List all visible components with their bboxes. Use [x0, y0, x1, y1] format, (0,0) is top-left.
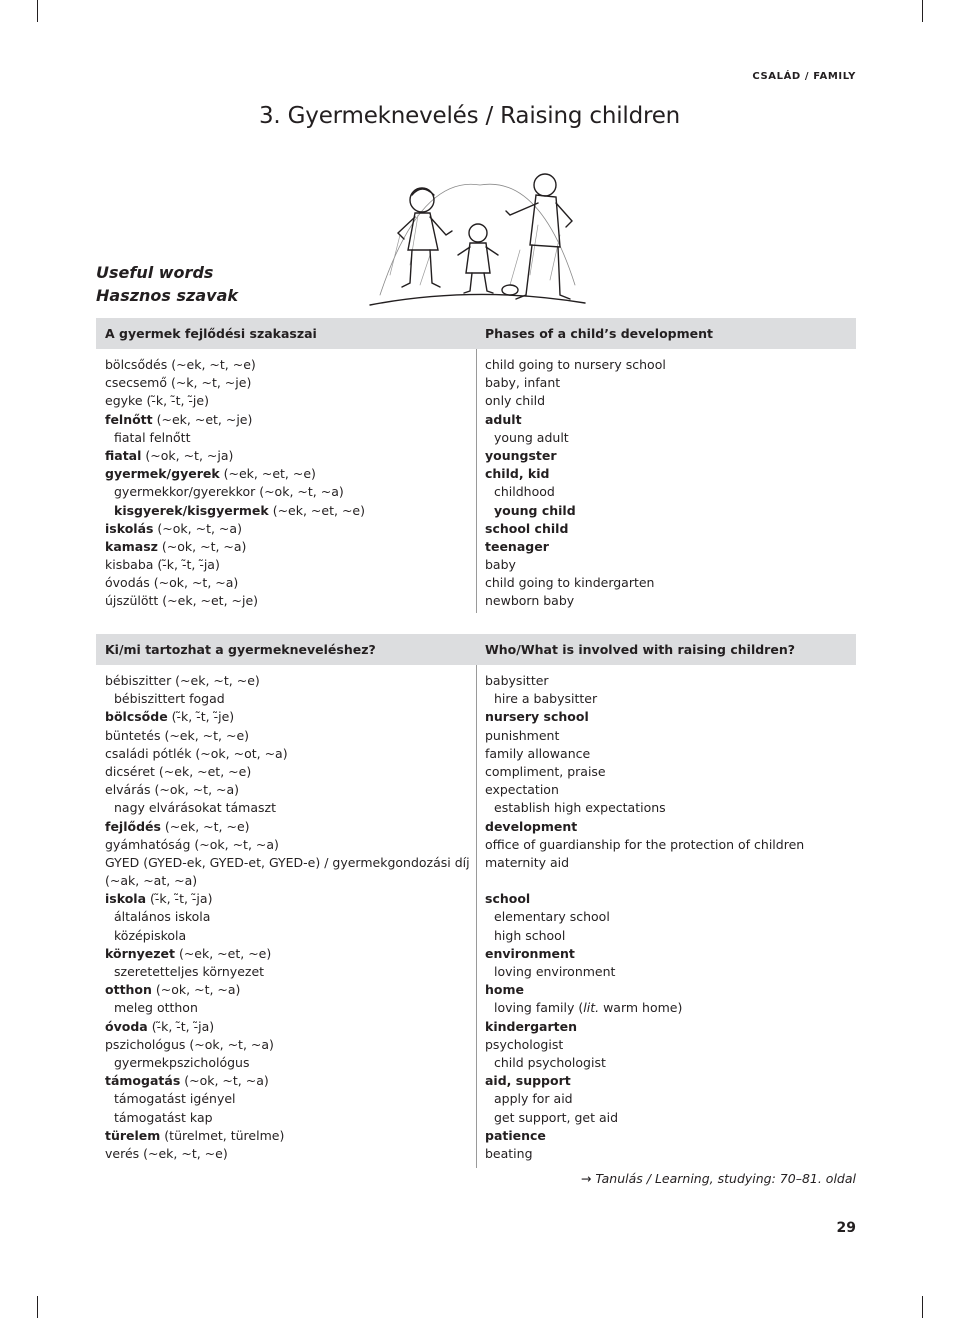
- english-entry: [485, 690, 804, 708]
- hungarian-entry: [105, 1127, 470, 1145]
- hungarian-entry: [105, 1090, 470, 1108]
- hungarian-entry: [105, 927, 470, 945]
- entry-text: meleg otthon: [114, 1000, 198, 1016]
- english-entry: [485, 1018, 804, 1036]
- english-entry: [485, 1109, 804, 1127]
- entry-italic: lit.: [583, 1000, 600, 1016]
- hungarian-entry: [105, 908, 470, 926]
- entry-text: child going to nursery school: [485, 357, 666, 372]
- section2-english-list: [485, 672, 804, 1163]
- entry-text: általános iskola: [114, 909, 211, 925]
- entry-text: young child: [494, 502, 576, 518]
- english-entry: [485, 429, 666, 447]
- crop-mark: [922, 1296, 923, 1318]
- hungarian-entry: [105, 818, 470, 836]
- entry-text: bébiszittert fogad: [114, 691, 225, 707]
- entry-text: kindergarten: [485, 1018, 577, 1034]
- english-entry: [485, 945, 804, 963]
- english-entry: [485, 727, 804, 745]
- english-entry: [485, 447, 666, 465]
- section1-english-list: [485, 356, 666, 611]
- headword: iskolás: [105, 520, 154, 536]
- english-entry: [485, 1054, 804, 1072]
- english-entry: [485, 1036, 804, 1054]
- hungarian-entry: [105, 872, 470, 890]
- family-illustration: [360, 155, 590, 315]
- english-entry: [485, 799, 804, 817]
- english-entry: [485, 763, 804, 781]
- entry-text: (~ok, ~t, ~a): [151, 982, 241, 998]
- headword: környezet: [105, 945, 175, 961]
- english-entry: [485, 981, 804, 999]
- cross-reference: → Tanulás / Learning, studying: 70–81. oldal: [580, 1171, 856, 1186]
- useful-words-en: Useful words: [96, 263, 214, 282]
- entry-text: newborn baby: [485, 593, 575, 609]
- entry-text: kisbaba (-̃k, -̃t, -̃ja): [105, 557, 220, 573]
- section1-right-heading: Phases of a child’s development: [485, 326, 713, 341]
- entry-text: dicséret (~ek, ~et, ~e): [105, 763, 252, 779]
- entry-text: development: [485, 818, 578, 834]
- headword: fiatal: [105, 447, 142, 463]
- headword: gyermek/gyerek: [105, 466, 220, 482]
- entry-text: elementary school: [494, 909, 610, 925]
- english-entry: [485, 1072, 804, 1090]
- hungarian-entry: [105, 727, 470, 745]
- useful-words-heading: [96, 261, 238, 307]
- headword: türelem: [105, 1127, 161, 1143]
- entry-text: (~ok, ~t, ~a): [153, 520, 242, 536]
- english-entry: [485, 999, 804, 1017]
- hungarian-entry: [105, 945, 470, 963]
- hungarian-entry: [105, 836, 470, 854]
- entry-text: get support, get aid: [494, 1109, 619, 1125]
- hungarian-entry: [105, 672, 470, 690]
- hungarian-entry: [105, 392, 365, 410]
- english-entry: [485, 818, 804, 836]
- entry-text: pszichológus (~ok, ~t, ~a): [105, 1036, 274, 1052]
- english-entry: [485, 502, 666, 520]
- headword: kamasz: [105, 538, 158, 554]
- entry-text: hire a babysitter: [494, 691, 598, 707]
- entry-text: középiskola: [114, 927, 187, 943]
- entry-text: büntetés (~ek, ~t, ~e): [105, 727, 250, 743]
- entry-text: óvodás (~ok, ~t, ~a): [105, 575, 239, 591]
- entry-text: (~ek, ~et, ~e): [268, 502, 365, 518]
- entry-text: loving environment: [494, 964, 616, 979]
- entry-text: warm home): [599, 1000, 683, 1016]
- section2-right-heading: Who/What is involved with raising children?: [485, 642, 795, 657]
- entry-text: child psychologist: [494, 1054, 606, 1070]
- entry-text: (~ek, ~et, ~je): [152, 411, 253, 427]
- hungarian-entry: [105, 1145, 470, 1163]
- entry-text: (~ek, ~et, ~e): [174, 945, 272, 961]
- english-entry: [485, 890, 804, 908]
- hungarian-entry: [105, 429, 365, 447]
- english-entry: [485, 1090, 804, 1108]
- entry-text: young adult: [494, 429, 569, 445]
- entry-text: támogatást igényel: [114, 1091, 236, 1107]
- hungarian-entry: [105, 999, 470, 1017]
- headword: óvoda: [105, 1018, 148, 1034]
- english-entry: [485, 356, 666, 374]
- headword: fejlődés: [105, 818, 161, 834]
- hungarian-entry: [105, 781, 470, 799]
- english-entry: [485, 411, 666, 429]
- entry-text: baby: [485, 557, 516, 573]
- english-entry: [485, 908, 804, 926]
- english-entry: [485, 374, 666, 392]
- english-entry: [485, 745, 804, 763]
- headword: felnőtt: [105, 411, 153, 427]
- headword: bölcsőde: [105, 709, 168, 725]
- entry-text: baby, infant: [485, 375, 561, 391]
- entry-text: (~ok, ~t, ~a): [157, 538, 247, 554]
- english-entry: [485, 781, 804, 799]
- hungarian-entry: [105, 520, 365, 538]
- page-title: 3. Gyermeknevelés / Raising children: [259, 103, 681, 129]
- entry-text: teenager: [485, 538, 549, 554]
- headword: kisgyerek/kisgyermek: [114, 502, 269, 518]
- section2-hungarian-list: [105, 672, 470, 1163]
- entry-text: apply for aid: [494, 1091, 573, 1107]
- entry-text: újszülött (~ek, ~et, ~je): [105, 593, 259, 609]
- entry-text: beating: [485, 1145, 533, 1161]
- hungarian-entry: [105, 854, 470, 872]
- entry-text: (türelmet, türelme): [160, 1127, 285, 1143]
- hungarian-entry: [105, 745, 470, 763]
- entry-text: (-̃k, -̃t, -̃je): [167, 709, 235, 725]
- entry-text: high school: [494, 927, 566, 943]
- page-number: 29: [836, 1220, 856, 1236]
- entry-text: babysitter: [485, 673, 549, 688]
- entry-text: verés (~ek, ~t, ~e): [105, 1145, 228, 1161]
- entry-text: (-̃k, -̃t, -̃ja): [147, 1018, 215, 1034]
- english-entry: [485, 963, 804, 981]
- hungarian-entry: [105, 1072, 470, 1090]
- english-entry: [485, 483, 666, 501]
- entry-text: gyermekkor/gyerekkor (~ok, ~t, ~a): [114, 484, 344, 500]
- entry-text: aid, support: [485, 1073, 571, 1089]
- hungarian-entry: [105, 556, 365, 574]
- entry-text: family allowance: [485, 745, 591, 761]
- section2-left-heading: Ki/mi tartozhat a gyermekneveléshez?: [105, 642, 376, 657]
- english-entry: [485, 708, 804, 726]
- column-divider: [476, 665, 477, 1168]
- crop-mark: [37, 0, 38, 22]
- english-entry: [485, 465, 666, 483]
- entry-text: compliment, praise: [485, 763, 606, 779]
- entry-text: (~ok, ~t, ~a): [180, 1073, 269, 1089]
- entry-text: maternity aid: [485, 854, 570, 870]
- entry-text: childhood: [494, 484, 555, 500]
- section1-hungarian-list: [105, 356, 365, 611]
- entry-text: home: [485, 982, 524, 998]
- hungarian-entry: [105, 1109, 470, 1127]
- headword: iskola: [105, 891, 147, 907]
- entry-text: child going to kindergarten: [485, 575, 655, 591]
- english-entry: [485, 927, 804, 945]
- headword: támogatás: [105, 1073, 181, 1089]
- english-entry: [485, 392, 666, 410]
- hungarian-entry: [105, 447, 365, 465]
- hungarian-entry: [105, 1036, 470, 1054]
- useful-words-hu: Hasznos szavak: [96, 286, 238, 305]
- hungarian-entry: [105, 502, 365, 520]
- hungarian-entry: [105, 708, 470, 726]
- entry-text: bébiszitter (~ek, ~t, ~e): [105, 673, 260, 688]
- entry-text: punishment: [485, 727, 560, 743]
- hungarian-entry: [105, 1054, 470, 1072]
- entry-text: gyámhatóság (~ok, ~t, ~a): [105, 836, 279, 852]
- entry-text: child, kid: [485, 466, 550, 482]
- headword: otthon: [105, 982, 152, 998]
- hungarian-entry: [105, 799, 470, 817]
- hungarian-entry: [105, 574, 365, 592]
- entry-text: nursery school: [485, 709, 589, 725]
- entry-text: expectation: [485, 782, 559, 798]
- entry-text: támogatást kap: [114, 1109, 213, 1125]
- english-entry: [485, 1127, 804, 1145]
- entry-text: gyermekpszichológus: [114, 1054, 250, 1070]
- entry-text: (~ok, ~t, ~ja): [141, 447, 234, 463]
- english-entry: [485, 836, 804, 854]
- hungarian-entry: [105, 1018, 470, 1036]
- entry-text: office of guardianship for the protection of children: [485, 836, 805, 852]
- entry-text: school child: [485, 520, 569, 536]
- hungarian-entry: [105, 890, 470, 908]
- hungarian-entry: [105, 411, 365, 429]
- entry-text: nagy elvárásokat támaszt: [114, 800, 276, 816]
- entry-text: (-̃k, -̃t, -̃ja): [146, 891, 213, 907]
- crop-mark: [37, 1296, 38, 1318]
- section1-left-heading: A gyermek fejlődési szakaszai: [105, 326, 317, 341]
- hungarian-entry: [105, 690, 470, 708]
- entry-text: environment: [485, 945, 575, 961]
- hungarian-entry: [105, 592, 365, 610]
- hungarian-entry: [105, 538, 365, 556]
- entry-text: establish high expectations: [494, 800, 666, 816]
- entry-text: fiatal felnőtt: [114, 429, 191, 445]
- entry-text: adult: [485, 411, 522, 427]
- hungarian-entry: [105, 374, 365, 392]
- hungarian-entry: [105, 763, 470, 781]
- english-entry: [485, 854, 804, 872]
- entry-text: családi pótlék (~ok, ~ot, ~a): [105, 745, 288, 761]
- entry-text: (~ak, ~at, ~a): [105, 873, 198, 889]
- running-header: CSALÁD / FAMILY: [752, 71, 856, 82]
- entry-text: szeretetteljes környezet: [114, 964, 265, 979]
- english-entry: [485, 1145, 804, 1163]
- entry-text: GYED (GYED-ek, GYED-et, GYED-e) / gyermekgondozási díj: [105, 854, 470, 870]
- crop-mark: [922, 0, 923, 22]
- entry-text: psychologist: [485, 1036, 564, 1052]
- hungarian-entry: [105, 483, 365, 501]
- hungarian-entry: [105, 981, 470, 999]
- entry-text: bölcsődés (~ek, ~t, ~e): [105, 357, 256, 372]
- entry-text: loving family (: [494, 1000, 584, 1016]
- entry-text: (~ek, ~et, ~e): [219, 466, 316, 482]
- english-entry: [485, 520, 666, 538]
- entry-text: school: [485, 891, 531, 907]
- entry-text: (~ek, ~t, ~e): [160, 818, 250, 834]
- english-entry: [485, 538, 666, 556]
- entry-text: csecsemő (~k, ~t, ~je): [105, 375, 252, 391]
- hungarian-entry: [105, 465, 365, 483]
- english-entry: [485, 592, 666, 610]
- entry-text: only child: [485, 393, 546, 409]
- english-entry: [485, 672, 804, 690]
- hungarian-entry: [105, 356, 365, 374]
- entry-text: patience: [485, 1127, 546, 1143]
- entry-text: elvárás (~ok, ~t, ~a): [105, 782, 240, 798]
- column-divider: [476, 349, 477, 613]
- entry-text: youngster: [485, 447, 557, 463]
- english-entry: [485, 574, 666, 592]
- english-entry: [485, 872, 804, 890]
- english-entry: [485, 556, 666, 574]
- hungarian-entry: [105, 963, 470, 981]
- entry-text: egyke (-̃k, -̃t, -̃je): [105, 393, 209, 409]
